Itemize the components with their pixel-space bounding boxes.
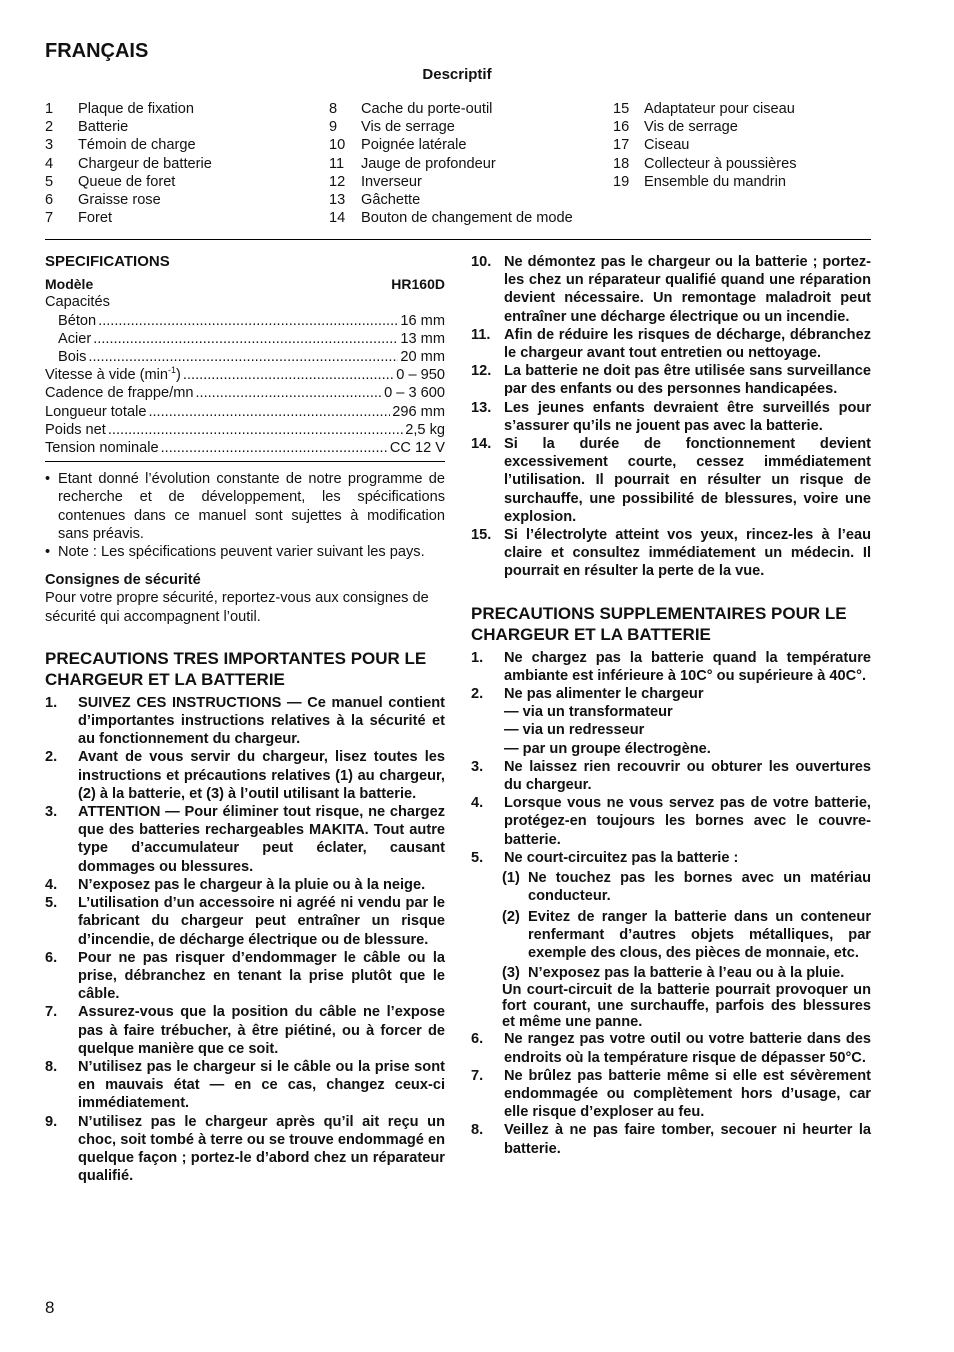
part-label: Gâchette <box>361 192 421 209</box>
part-item <box>45 209 212 227</box>
part-number: 18 <box>613 155 630 172</box>
spec-row-cadence <box>45 384 445 402</box>
spec-label: Acier <box>58 330 92 347</box>
item-number: 10. <box>471 254 492 270</box>
spec-value: 16 mm <box>400 312 445 329</box>
part-number: 1 <box>45 101 54 117</box>
spec-value: CC 12 V <box>389 440 445 457</box>
part-number: 8 <box>329 101 338 117</box>
part-item <box>45 191 212 209</box>
part-item <box>613 118 797 136</box>
part-label: Batterie <box>78 119 129 136</box>
leader-dots <box>88 348 398 366</box>
leader-dots <box>98 312 398 330</box>
spec-label <box>45 366 181 384</box>
spec-value: 13 mm <box>400 330 445 347</box>
list-item <box>471 362 871 398</box>
descriptif-title-text: Descriptif <box>422 66 492 83</box>
spec-label: Bois <box>58 349 87 366</box>
spec-note-text: Etant donné l’évolution constante de notre programme de recherche et de développement, les spécifications contenues dans ce manuel sont sujettes à modification sans préavis. <box>58 471 445 542</box>
part-item <box>613 100 797 118</box>
list-item <box>471 649 871 685</box>
part-label: Queue de foret <box>78 173 176 190</box>
spec-value: 2,5 kg <box>405 421 445 438</box>
list-item <box>471 326 871 362</box>
part-label: Inverseur <box>361 173 422 190</box>
part-item <box>329 173 573 191</box>
precautions-important-list-right <box>471 253 871 581</box>
spec-note-text: Note : Les spécifications peuvent varier suivant les pays. <box>58 544 425 561</box>
item-text: Ne pas alimenter le chargeur <box>504 686 704 703</box>
part-item <box>45 136 212 154</box>
spec-note <box>45 470 445 543</box>
spec-row-poids <box>45 421 445 439</box>
sub-item <box>471 908 871 963</box>
sub-item-text: Ne touchez pas les bornes avec un matériau conducteur. <box>528 870 871 905</box>
list-item <box>45 1003 445 1058</box>
part-label: Plaque de fixation <box>78 101 195 117</box>
list-item <box>45 949 445 1004</box>
part-item <box>613 136 797 154</box>
part-label: Témoin de charge <box>78 137 196 154</box>
part-item <box>329 209 573 227</box>
part-item <box>613 173 797 191</box>
part-number: 4 <box>45 155 54 172</box>
item-continuation: Un court-circuit de la batterie pourrait provoquer un fort courant, une surchauffe, parfois des blessures et même une panne. <box>502 982 871 1031</box>
parts-list-col2 <box>329 100 573 227</box>
item-text: Ne chargez pas la batterie quand la température ambiante est inférieure à 10C° ou supérieure à 40C°. <box>504 649 871 684</box>
item-text: N’utilisez pas le chargeur après qu’il ait reçu un choc, soit tombé à terre ou se trouve endommagé en quelque façon ; portez-le d’abord chez un réparateur qualifié. <box>78 1113 445 1185</box>
descriptif-title <box>0 66 914 83</box>
spec-value: 20 mm <box>400 349 445 366</box>
item-number: 3. <box>471 758 484 775</box>
precautions-important-title: PRECAUTIONS TRES IMPORTANTES POUR LE CHARGEUR ET LA BATTERIE <box>45 648 427 689</box>
item-number: 8. <box>45 1058 58 1075</box>
item-number: 4. <box>45 876 58 893</box>
item-text: N’utilisez pas le chargeur si le câble ou la prise sont en mauvais état — en ce cas, changez ceux-ci immédiatement. <box>78 1058 445 1112</box>
part-number: 14 <box>329 210 346 227</box>
left-column <box>45 253 445 1185</box>
part-number: 2 <box>45 119 54 136</box>
part-number: 10 <box>329 137 346 154</box>
item-number: 2. <box>45 749 58 766</box>
part-item <box>329 100 573 118</box>
part-number: 5 <box>45 173 54 190</box>
item-number: 7. <box>471 1067 484 1084</box>
part-label: Vis de serrage <box>644 119 738 136</box>
list-item <box>471 758 871 794</box>
parts-list-col3 <box>613 100 797 191</box>
item-number: 15. <box>471 527 492 544</box>
item-number: 5. <box>471 849 484 866</box>
list-item <box>471 1121 871 1157</box>
part-number: 16 <box>613 119 630 136</box>
part-number: 7 <box>45 210 54 227</box>
item-number: 14. <box>471 436 492 453</box>
part-item <box>613 155 797 173</box>
sub-item-number: (2) <box>502 908 520 925</box>
item-text: Assurez-vous que la position du câble ne l’expose pas à faire trébucher, à être piétiné, ou à forcer de quelque manière que ce soit. <box>78 1004 445 1057</box>
vitesse-close: ) <box>176 367 181 384</box>
part-label: Collecteur à poussières <box>644 155 797 172</box>
item-text: La batterie ne doit pas être utilisée sans surveillance par des enfants ou des personnes handicapées. <box>504 363 871 398</box>
item-number: 6. <box>471 1031 484 1048</box>
part-number: 19 <box>613 173 630 190</box>
safety-subheading: Consignes de sécurité <box>45 572 201 589</box>
part-number: 6 <box>45 192 54 209</box>
spec-row-tension <box>45 439 445 457</box>
item-text: Ne rangez pas votre outil ou votre batterie dans des endroits où la température risque de dépasser 50°C. <box>504 1031 871 1066</box>
item-text: Ne court-circuitez pas la batterie : <box>504 849 739 866</box>
item-number: 4. <box>471 795 484 812</box>
item-text: SUIVEZ CES INSTRUCTIONS — Ce manuel contient d’importantes instructions relatives à la sécurité et au fonctionnement du chargeur. <box>78 694 445 748</box>
language-heading: FRANÇAIS <box>45 40 149 62</box>
list-item <box>471 794 871 849</box>
item-number: 8. <box>471 1122 484 1139</box>
part-label: Jauge de profondeur <box>361 155 496 172</box>
sub-item-number: (3) <box>502 965 520 982</box>
item-number: 3. <box>45 804 58 821</box>
dash-item: — par un groupe électrogène. <box>504 740 711 757</box>
part-number: 3 <box>45 137 54 154</box>
list-item <box>45 894 445 949</box>
item-text: ATTENTION — Pour éliminer tout risque, ne chargez que des batteries rechargeables MAKITA. Tout autre type d’accumulateur peut éclater, causant dommages ou blessures. <box>78 804 445 875</box>
list-item <box>471 1067 871 1122</box>
sub-item-text: N’exposez pas la batterie à l’eau ou à la pluie. <box>528 965 845 982</box>
list-item <box>45 1113 445 1186</box>
list-item <box>471 849 871 867</box>
item-text: Avant de vous servir du chargeur, lisez toutes les instructions et précautions relatives (1) au chargeur, (2) à la batterie, et (3) à l’outil utilisant la batterie. <box>78 749 445 802</box>
precautions-important-list-left <box>45 694 445 1185</box>
list-item <box>45 748 445 803</box>
precautions-supplementary-list <box>471 649 871 1158</box>
part-number: 11 <box>329 155 345 172</box>
spec-label: Longueur totale <box>45 403 147 420</box>
part-label: Cache du porte-outil <box>361 101 493 117</box>
item-number: 6. <box>45 949 58 966</box>
item-text: Les jeunes enfants devraient être surveillés pour s’assurer qu’ils ne jouent pas avec la batterie. <box>504 399 871 434</box>
list-item <box>45 694 445 749</box>
spec-note <box>45 543 445 561</box>
item-text: Veillez à ne pas faire tomber, secouer ni heurter la batterie. <box>504 1122 871 1157</box>
vitesse-sup: -1 <box>168 365 177 376</box>
sub-item-text: Evitez de ranger la batterie dans un conteneur renfermant d’autres objets métalliques, par exemple des clous, des pièces de monnaie, etc. <box>528 908 871 961</box>
item-number: 2. <box>471 686 484 703</box>
part-item <box>329 136 573 154</box>
part-item <box>329 191 573 209</box>
part-item <box>45 155 212 173</box>
list-item <box>45 876 445 894</box>
leader-dots <box>195 384 382 402</box>
part-item <box>45 100 212 118</box>
item-number: 1. <box>45 694 58 711</box>
spec-label: Cadence de frappe/mn <box>45 385 194 402</box>
list-item <box>45 1058 445 1113</box>
part-item <box>45 173 212 191</box>
section-divider <box>45 239 871 240</box>
item-number: 9. <box>45 1113 58 1130</box>
item-number: 1. <box>471 649 484 666</box>
spec-row-acier <box>45 330 445 348</box>
spec-label: Tension nominale <box>45 440 159 457</box>
spec-value: 0 – 3 600 <box>384 385 445 402</box>
sub-item <box>471 964 871 982</box>
item-text: Si la durée de fonctionnement devient excessivement courte, cessez immédiatement l’utilisation. Il pourrait en résulter un risque de surchauffe, une possibilité de blessures, voire une explosion. <box>504 436 871 525</box>
item-number: 12. <box>471 363 492 380</box>
part-label: Vis de serrage <box>361 119 455 136</box>
list-item <box>471 685 871 703</box>
page-number: 8 <box>45 1298 55 1317</box>
part-number: 17 <box>613 137 630 154</box>
list-item <box>471 526 871 581</box>
item-text: Si l’électrolyte atteint vos yeux, rincez-les à l’eau claire et consultez immédiatement un médecin. Il pourrait en résulter la perte de la vue. <box>504 527 871 580</box>
spec-value: 0 – 950 <box>396 367 445 384</box>
spec-value: 296 mm <box>392 403 445 420</box>
list-item <box>471 399 871 435</box>
list-item <box>471 1030 871 1066</box>
sub-item <box>471 869 871 905</box>
item-text: Pour ne pas risquer d’endommager le câble ou la prise, débranchez en tenant la prise plutôt que le câble. <box>78 949 445 1003</box>
part-item <box>329 155 573 173</box>
item-text: Ne démontez pas le chargeur ou la batterie ; portez-les chez un réparateur qualifié quand une réparation devient nécessaire. Un remontage maladroit peut entraîner une décharge électrique ou un incendie. <box>504 254 871 325</box>
item-number: 13. <box>471 399 492 416</box>
safety-text: Pour votre propre sécurité, reportez-vous aux consignes de sécurité qui accompagnent l’outil. <box>45 590 429 625</box>
part-label: Ciseau <box>644 137 690 154</box>
model-row <box>45 275 445 293</box>
item-number: 5. <box>45 895 58 912</box>
part-label: Adaptateur pour ciseau <box>644 101 795 117</box>
model-value: HR160D <box>391 276 445 293</box>
leader-dots <box>183 366 394 384</box>
model-label: Modèle <box>45 276 94 293</box>
bullet-mark: • <box>45 471 51 488</box>
item-text: Ne brûlez pas batterie même si elle est sévèrement endommagée ou complètement hors d’usage, car elle risque d’exploser au feu. <box>504 1067 871 1121</box>
part-number: 15 <box>613 101 630 117</box>
spec-row-longueur <box>45 403 445 421</box>
spec-divider <box>45 461 445 462</box>
item-text: L’utilisation d’un accessoire ni agréé ni vendu par le fabricant du chargeur peut entraîner un risque d’incendie, de décharge électrique ou de blessure. <box>78 895 445 948</box>
item-text: Lorsque vous ne vous servez pas de votre batterie, protégez-en toujours les bornes avec le couvre-batterie. <box>504 795 871 848</box>
part-number: 13 <box>329 192 346 209</box>
capacities-label: Capacités <box>45 294 110 311</box>
list-item <box>45 803 445 876</box>
leader-dots <box>108 421 403 439</box>
part-label: Graisse rose <box>78 192 161 209</box>
parts-list-col1 <box>45 100 212 227</box>
dash-item: — via un redresseur <box>504 722 645 739</box>
item-text: N’exposez pas le chargeur à la pluie ou à la neige. <box>78 876 426 893</box>
part-label: Ensemble du mandrin <box>644 173 786 190</box>
part-item <box>45 118 212 136</box>
part-label: Bouton de changement de mode <box>361 210 573 227</box>
item-text: Ne laissez rien recouvrir ou obturer les ouvertures du chargeur. <box>504 758 871 794</box>
bullet-mark: • <box>45 544 51 561</box>
spec-row-vitesse <box>45 366 445 384</box>
part-label: Chargeur de batterie <box>78 155 212 172</box>
part-label: Poignée latérale <box>361 137 467 154</box>
spec-label: Béton <box>58 312 97 329</box>
part-number: 9 <box>329 119 338 136</box>
spec-notes <box>45 470 445 561</box>
vitesse-label: Vitesse à vide (min <box>45 367 169 384</box>
item-number: 11. <box>471 326 491 343</box>
leader-dots <box>161 439 388 457</box>
part-number: 12 <box>329 173 346 190</box>
sub-item-number: (1) <box>502 870 520 887</box>
right-column <box>471 253 871 1158</box>
list-item <box>471 435 871 526</box>
item-text: Afin de réduire les risques de décharge, débranchez le chargeur avant tout entretien ou nettoyage. <box>504 326 871 362</box>
spec-row-beton <box>45 312 445 330</box>
precautions-supplementary-title: PRECAUTIONS SUPPLEMENTAIRES POUR LE CHARGEUR ET LA BATTERIE <box>471 603 847 644</box>
spec-label: Poids net <box>45 421 106 438</box>
item-number: 7. <box>45 1004 58 1021</box>
leader-dots <box>93 330 398 348</box>
list-item <box>471 253 871 326</box>
specifications-title: SPECIFICATIONS <box>45 253 170 270</box>
spec-row-bois <box>45 348 445 366</box>
dash-item: — via un transformateur <box>504 704 673 721</box>
leader-dots <box>148 403 390 421</box>
part-item <box>329 118 573 136</box>
part-label: Foret <box>78 210 113 227</box>
